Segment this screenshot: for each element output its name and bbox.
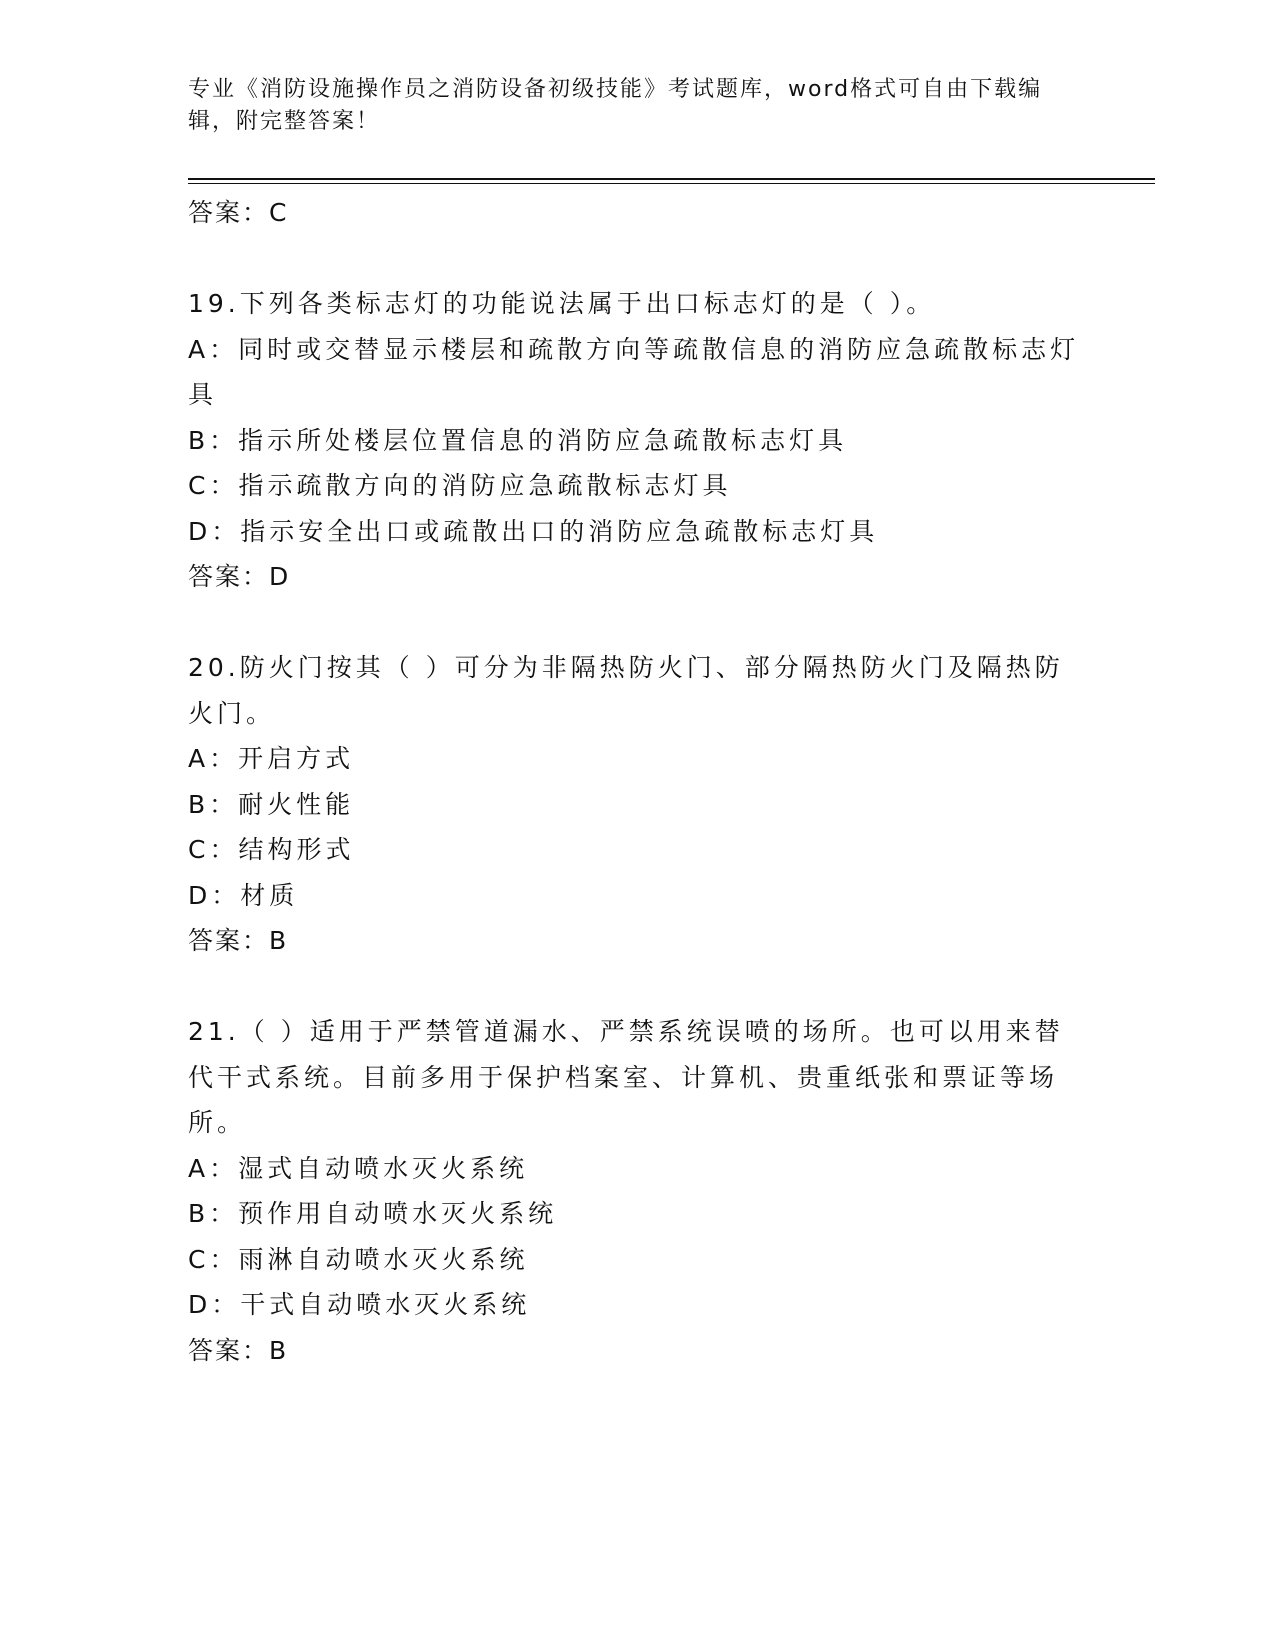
- header-line-1: 专业《消防设施操作员之消防设备初级技能》考试题库，word格式可自由下载编: [188, 77, 1043, 102]
- option-a: A：湿式自动喷水灭火系统: [188, 1153, 529, 1183]
- question-list: [188, 190, 1088, 1374]
- option-c: C：结构形式: [188, 835, 355, 864]
- option-d: D：材质: [188, 880, 299, 910]
- spacer: [188, 964, 1088, 1009]
- previous-answer: 答案：C: [188, 198, 289, 227]
- option-c: C：指示疏散方向的消防应急疏散标志灯具: [188, 471, 732, 500]
- question-stem-line: 火门。: [188, 698, 276, 728]
- option-d: D：指示安全出口或疏散出口的消防应急疏散标志灯具: [188, 516, 879, 546]
- spacer: [188, 236, 1088, 281]
- option-b: B：预作用自动喷水灭火系统: [188, 1199, 558, 1228]
- option-b: B：指示所处楼层位置信息的消防应急疏散标志灯具: [188, 425, 848, 455]
- question-stem-line: 21.（ ）适用于严禁管道漏水、严禁系统误喷的场所。也可以用来替: [188, 1017, 1064, 1046]
- option-a-line-cont: 具: [188, 380, 218, 409]
- question-19: [188, 281, 1088, 600]
- option-d: D：干式自动喷水灭火系统: [188, 1290, 531, 1319]
- question-stem-line: 所。: [188, 1108, 247, 1137]
- option-a-line: A：同时或交替显示楼层和疏散方向等疏散信息的消防应急疏散标志灯: [188, 334, 1080, 364]
- spacer: [188, 600, 1088, 645]
- header-line-2: 辑，附完整答案！: [188, 109, 381, 134]
- document-header: [188, 74, 1068, 138]
- option-a: A：开启方式: [188, 744, 355, 773]
- question-stem-line: 代干式系统。目前多用于保护档案室、计算机、贵重纸张和票证等场: [188, 1062, 1059, 1092]
- question-stem-line: 19.下列各类标志灯的功能说法属于出口标志灯的是（ ）。: [188, 289, 936, 318]
- question-stem-line: 20.防火门按其（ ）可分为非隔热防火门、部分隔热防火门及隔热防: [188, 653, 1064, 682]
- answer: 答案：B: [188, 926, 289, 955]
- question-20: [188, 645, 1088, 964]
- answer: 答案：B: [188, 1335, 289, 1365]
- question-21: [188, 1009, 1088, 1374]
- header-divider-thick: [188, 178, 1155, 180]
- header-divider-thin: [188, 183, 1155, 184]
- answer: 答案：D: [188, 562, 291, 591]
- option-c: C：雨淋自动喷水灭火系统: [188, 1244, 529, 1274]
- option-b: B：耐火性能: [188, 789, 355, 819]
